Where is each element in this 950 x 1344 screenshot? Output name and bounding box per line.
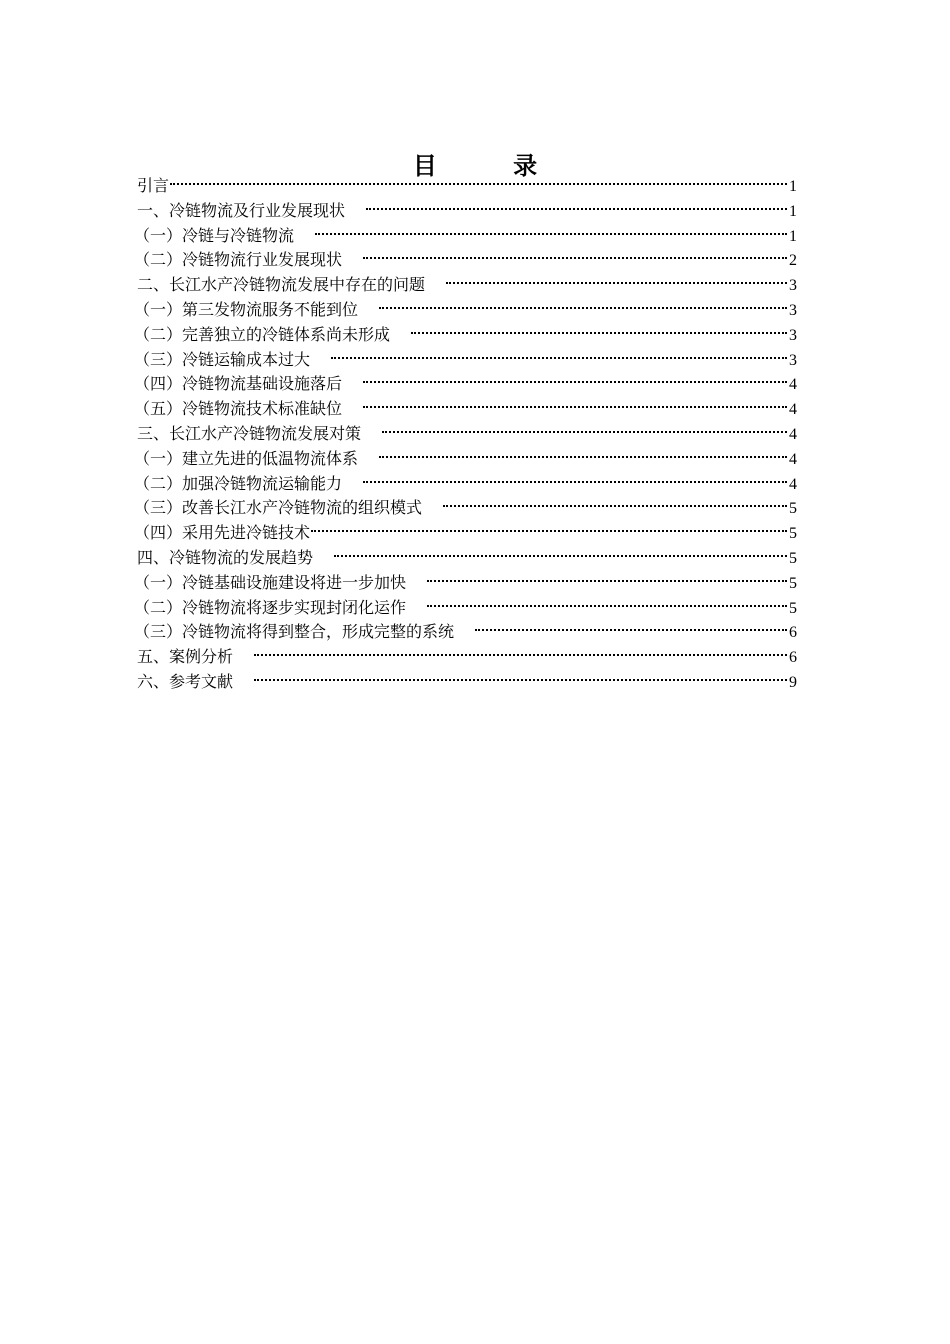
toc-dot-leader xyxy=(331,357,787,359)
toc-entry[interactable] xyxy=(134,298,797,323)
toc-dot-leader xyxy=(411,332,787,334)
toc-entry[interactable] xyxy=(134,397,797,422)
toc-entry-page-number: 5 xyxy=(789,525,797,543)
toc-title: 目 录 xyxy=(412,151,572,181)
toc-entry[interactable] xyxy=(137,199,797,224)
toc-dot-leader xyxy=(475,629,787,631)
toc-dot-leader xyxy=(379,456,787,458)
toc-entry-label: （三）冷链物流将得到整合，形成完整的系统 xyxy=(134,622,455,642)
toc-entry[interactable] xyxy=(137,273,797,298)
toc-entry-label: （三）改善长江水产冷链物流的组织模式 xyxy=(134,498,423,518)
toc-dot-leader xyxy=(443,505,787,507)
toc-entry-page-number: 1 xyxy=(789,227,797,245)
toc-entry-page-number: 5 xyxy=(789,500,797,518)
toc-entry[interactable] xyxy=(134,521,797,546)
toc-entry-label: （二）冷链物流将逐步实现封闭化运作 xyxy=(134,597,407,617)
toc-entry-page-number: 2 xyxy=(789,252,797,270)
toc-entry-page-number: 1 xyxy=(789,178,797,195)
toc-entry[interactable] xyxy=(137,645,797,670)
toc-dot-leader xyxy=(311,530,787,532)
toc-entry-page-number: 6 xyxy=(789,624,797,642)
toc-dot-leader xyxy=(427,580,787,582)
toc-entry[interactable] xyxy=(134,596,797,621)
toc-entry-label: 三、长江水产冷链物流发展对策 xyxy=(137,423,362,443)
toc-entry-page-number: 3 xyxy=(789,301,797,319)
toc-entry-page-number: 5 xyxy=(789,549,797,567)
toc-dot-leader xyxy=(363,257,787,259)
toc-entry-label: （三）冷链运输成本过大 xyxy=(134,349,311,369)
toc-entry-page-number: 3 xyxy=(789,277,797,295)
toc-entry[interactable] xyxy=(134,323,797,348)
toc-entry-label: （一）冷链基础设施建设将进一步加快 xyxy=(134,572,407,592)
toc-entry-label: 一、冷链物流及行业发展现状 xyxy=(137,200,346,220)
toc-entry[interactable] xyxy=(134,496,797,521)
toc-entry[interactable] xyxy=(134,248,797,273)
toc-entry-page-number: 3 xyxy=(789,351,797,369)
toc-entry-page-number: 4 xyxy=(789,475,797,493)
toc-entry[interactable] xyxy=(134,472,797,497)
toc-dot-leader xyxy=(363,481,787,483)
toc-entry-page-number: 4 xyxy=(789,376,797,394)
toc-entry-page-number: 5 xyxy=(789,574,797,592)
toc-entry-label: （五）冷链物流技术标准缺位 xyxy=(134,399,343,419)
toc-entry-label: （四）冷链物流基础设施落后 xyxy=(134,374,343,394)
toc-entry[interactable] xyxy=(134,372,797,397)
toc-entry-page-number: 1 xyxy=(789,202,797,220)
toc-dot-leader xyxy=(254,679,787,681)
toc-entry-label: （二）完善独立的冷链体系尚未形成 xyxy=(134,324,391,344)
toc-dot-leader xyxy=(379,307,787,309)
toc-entry-label: 五、案例分析 xyxy=(137,647,234,667)
toc-entry[interactable] xyxy=(137,422,797,447)
toc-entry-label: （二）冷链物流行业发展现状 xyxy=(134,250,343,270)
toc-entry-label: （一）冷链与冷链物流 xyxy=(134,225,295,245)
toc-dot-leader xyxy=(363,406,787,408)
toc-entry[interactable] xyxy=(137,546,797,571)
toc-entry-page-number: 9 xyxy=(789,673,797,691)
toc-entry-label: 四、冷链物流的发展趋势 xyxy=(137,547,314,567)
toc-entry[interactable] xyxy=(134,620,797,645)
toc-dot-leader xyxy=(170,183,787,185)
toc-entry[interactable] xyxy=(134,348,797,373)
toc-entry[interactable] xyxy=(137,670,797,695)
toc-dot-leader xyxy=(334,555,787,557)
toc-entry-label: （四）采用先进冷链技术 xyxy=(134,523,311,543)
toc-dot-leader xyxy=(446,282,787,284)
toc-dot-leader xyxy=(315,233,787,235)
toc-entry-label: （一）建立先进的低温物流体系 xyxy=(134,448,359,468)
toc-entry[interactable] xyxy=(137,174,797,199)
toc-dot-leader xyxy=(427,605,787,607)
toc-entry-label: （二）加强冷链物流运输能力 xyxy=(134,473,343,493)
toc-entry-page-number: 4 xyxy=(789,401,797,419)
toc-dot-leader xyxy=(254,654,787,656)
toc-entry-page-number: 4 xyxy=(789,425,797,443)
toc-entry[interactable] xyxy=(134,224,797,249)
toc-entry-page-number: 4 xyxy=(789,450,797,468)
toc-entry-page-number: 6 xyxy=(789,649,797,667)
toc-entry-label: 六、参考文献 xyxy=(137,671,234,691)
toc-entry[interactable] xyxy=(134,571,797,596)
toc-dot-leader xyxy=(366,208,787,210)
toc-entry-label: （一）第三发物流服务不能到位 xyxy=(134,299,359,319)
toc-dot-leader xyxy=(382,431,787,433)
toc-list xyxy=(134,174,797,695)
toc-entry-label: 引言 xyxy=(137,176,170,195)
toc-dot-leader xyxy=(363,381,787,383)
toc-entry-page-number: 5 xyxy=(789,599,797,617)
toc-entry-label: 二、长江水产冷链物流发展中存在的问题 xyxy=(137,275,426,295)
toc-entry[interactable] xyxy=(134,447,797,472)
toc-entry-page-number: 3 xyxy=(789,326,797,344)
